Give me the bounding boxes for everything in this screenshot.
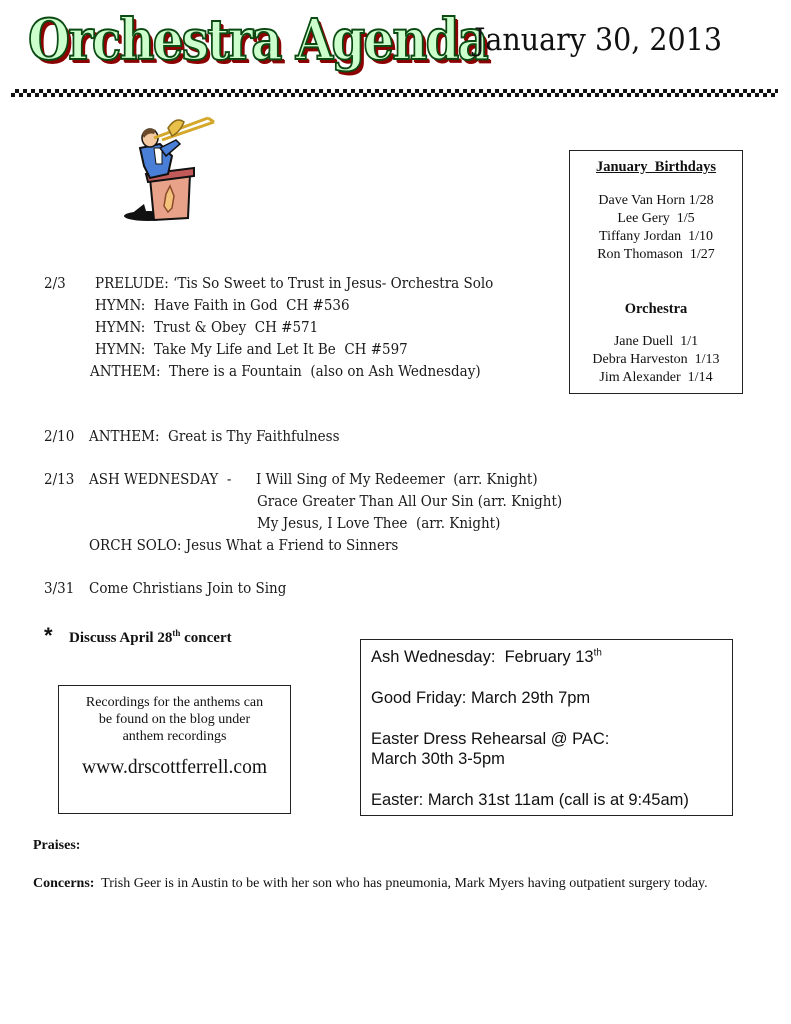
- ash-wednesday-date: [371, 647, 732, 667]
- discuss-sup: th: [172, 628, 181, 638]
- birthdays-box: [569, 150, 743, 394]
- agenda-line: ORCH SOLO: Jesus What a Friend to Sinners: [89, 538, 399, 554]
- orchestra-birthday-item: Debra Harveston 1/13: [592, 352, 720, 367]
- concerns-text: Trish Geer is in Austin to be with her son who has pneumonia, Mark Myers having outpatient surgery today.: [94, 876, 708, 891]
- ash-wednesday-label: ASH WEDNESDAY -: [89, 472, 236, 488]
- concerns-label: Concerns:: [33, 876, 95, 891]
- agenda-line: Grace Greater Than All Our Sin (arr. Knight): [257, 494, 563, 510]
- agenda-line: HYMN: Take My Life and Let It Be CH #597: [95, 342, 408, 358]
- birthday-item: Lee Gery 1/5: [617, 211, 695, 226]
- birthday-item: Ron Thomason 1/27: [597, 247, 715, 262]
- orchestra-heading: Orchestra: [624, 301, 688, 317]
- agenda-line: PRELUDE: ‘Tis So Sweet to Trust in Jesus- Orchestra Solo: [95, 276, 494, 292]
- shadow-shape: [126, 204, 148, 218]
- birthday-item: Tiffany Jordan 1/10: [599, 229, 713, 244]
- dress-rehearsal-line: Easter Dress Rehearsal @ PAC:: [371, 730, 610, 748]
- agenda-date-mar31: 3/31: [44, 581, 75, 597]
- recordings-box: [58, 685, 291, 814]
- concerns-paragraph: [33, 875, 763, 893]
- orchestra-birthday-item: Jim Alexander 1/14: [599, 370, 713, 385]
- blog-url-link[interactable]: www.drscottferrell.com: [81, 757, 267, 778]
- agenda-line: I Will Sing of My Redeemer (arr. Knight): [256, 472, 538, 488]
- discuss-text: Discuss April 28: [69, 630, 173, 646]
- key-dates-box: [360, 639, 733, 816]
- good-friday-date: Good Friday: March 29th 7pm: [371, 689, 591, 707]
- agenda-line: HYMN: Have Faith in God CH #536: [95, 298, 350, 314]
- trombone-slide-shape: [208, 118, 214, 122]
- easter-date: Easter: March 31st 11am (call is at 9:45am): [371, 791, 689, 809]
- discuss-item: [69, 630, 232, 647]
- recordings-text: be found on the blog under: [98, 712, 251, 727]
- agenda-date-feb13: 2/13: [44, 472, 75, 488]
- discuss-text-after: concert: [180, 630, 232, 646]
- agenda-line: Come Christians Join to Sing: [89, 581, 287, 597]
- agenda-date: January 30, 2013: [474, 22, 722, 58]
- agenda-line: HYMN: Trust & Obey CH #571: [95, 320, 319, 336]
- dress-rehearsal-line: March 30th 3-5pm: [371, 750, 505, 768]
- shirt-shape: [154, 148, 162, 164]
- ash-wednesday-text: Ash Wednesday: February 13: [371, 648, 594, 666]
- agenda-line: ANTHEM: There is a Fountain (also on Ash Wednesday): [90, 364, 481, 380]
- recordings-text: anthem recordings: [122, 729, 227, 744]
- asterisk-bullet: *: [44, 623, 53, 648]
- ash-wednesday-sup: th: [593, 647, 602, 659]
- agenda-line: ANTHEM: Great is Thy Faithfulness: [89, 429, 340, 445]
- checkered-divider: [11, 89, 778, 97]
- orchestra-birthday-item: Jane Duell 1/1: [613, 334, 699, 349]
- recordings-text: Recordings for the anthems can: [85, 695, 264, 710]
- birthday-item: Dave Van Horn 1/28: [598, 193, 714, 208]
- page-title: Orchestra Agenda: [28, 7, 488, 73]
- agenda-date-feb3: 2/3: [44, 276, 66, 292]
- trombone-player-icon: [110, 108, 225, 223]
- agenda-line: My Jesus, I Love Thee (arr. Knight): [257, 516, 501, 532]
- birthdays-heading: January Birthdays: [595, 159, 717, 175]
- agenda-date-feb10: 2/10: [44, 429, 75, 445]
- praises-label: Praises:: [33, 838, 81, 853]
